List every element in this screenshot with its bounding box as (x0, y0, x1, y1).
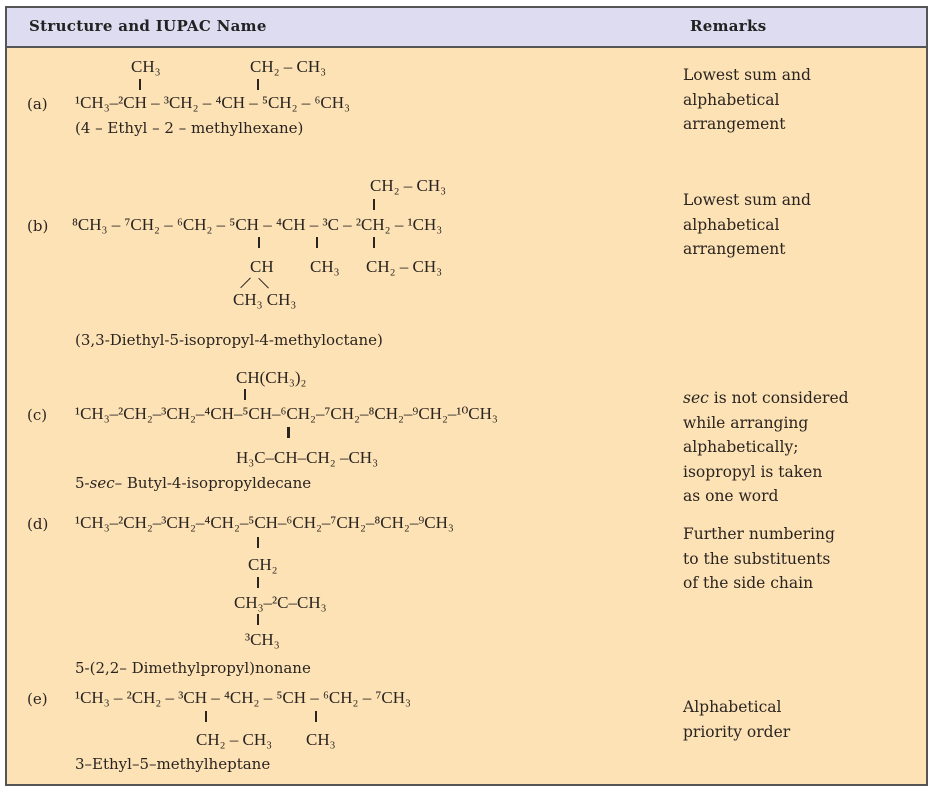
iupac-name (75, 473, 311, 493)
bond-line (205, 711, 207, 722)
remark-line: to the substituents (683, 549, 831, 568)
branch: H₃C–CH–CH₂ –CH₃ (236, 448, 378, 467)
remark-line: Lowest sum and (683, 191, 811, 209)
remarks (683, 522, 835, 596)
main-chain: ¹CH₃ – ²CH₂ – ³CH – ⁴CH₂ – ⁵CH – ⁶CH₂ – ⁷CH₃ (75, 688, 411, 707)
remark-line: Alphabetical (683, 698, 782, 716)
remark-line: Further numbering (683, 525, 835, 543)
row-label: (e) (27, 690, 48, 708)
bond-line (257, 79, 259, 90)
iupac-name: 5-(2,2– Dimethylpropyl)nonane (75, 659, 311, 677)
remarks (683, 386, 849, 509)
row-label: (c) (27, 406, 48, 424)
main-chain: ¹CH₃–²CH₂–³CH₂–⁴CH₂–⁵CH–⁶CH₂–⁷CH₂–⁸CH₂–⁹CH₃ (75, 513, 454, 532)
branch: CH₂ (248, 555, 278, 574)
remark-line: Lowest sum and (683, 66, 811, 84)
branch: CH₃–²C–CH₃ (234, 593, 327, 612)
bond-line (316, 237, 318, 248)
branch: CH₂ – CH₃ (366, 257, 443, 276)
remark-line: of the side chain (683, 574, 814, 592)
row-label: (b) (27, 217, 49, 235)
remarks (683, 695, 790, 744)
remarks (683, 188, 811, 262)
main-chain: ¹CH₃–²CH – ³CH₂ – ⁴CH – ⁵CH₂ – ⁶CH₃ (75, 93, 350, 112)
row-label: (d) (27, 515, 49, 533)
iupac-name: 3–Ethyl–5–methylheptane (75, 755, 271, 773)
iupac-name: (3,3-Diethyl-5-isopropyl-4-methyloctane) (75, 331, 383, 349)
bond-line (287, 427, 290, 438)
remark-line: isopropyl is taken (683, 462, 823, 481)
remarks (683, 63, 811, 137)
bond-line (258, 237, 260, 248)
branch: CH₂ – CH₃ (196, 730, 273, 749)
iupac-name: (4 – Ethyl – 2 – methylhexane) (75, 119, 304, 137)
bond-line (257, 614, 259, 625)
remark-line: alphabetical (683, 90, 780, 109)
name-part: 5- (75, 474, 90, 492)
branch: CH₂ – CH₃ (370, 176, 447, 195)
header-structure: Structure and IUPAC Name (29, 17, 267, 35)
branch: CH₃ (131, 57, 161, 76)
remark-part: is not considered (708, 389, 849, 407)
remark-line: alphabetically; (683, 438, 799, 456)
remark-line: as one word (683, 487, 779, 505)
remark-line: arrangement (683, 115, 786, 133)
bond-line (139, 79, 141, 90)
remark-line: while arranging (683, 413, 809, 432)
remark-line: arrangement (683, 240, 786, 258)
bond-line (257, 577, 259, 588)
branch: CH₃ (306, 730, 336, 749)
name-part: sec (89, 474, 115, 492)
branch: CH(CH₃)₂ (236, 368, 307, 387)
remark-part: sec (683, 389, 709, 407)
bond-line (373, 199, 375, 210)
branch: CH₃ CH₃ (233, 290, 297, 309)
header-remarks: Remarks (690, 17, 767, 35)
bond-line (244, 389, 246, 400)
bond-line (257, 537, 259, 548)
branch: CH₂ – CH₃ (250, 57, 327, 76)
branch: ³CH₃ (245, 630, 280, 649)
remark-line: alphabetical (683, 215, 780, 234)
row-label: (a) (27, 95, 48, 113)
bond-line (315, 711, 317, 722)
remark-line: priority order (683, 722, 791, 741)
remark-line (683, 386, 849, 411)
name-part: – Butyl-4-isopropyldecane (114, 474, 312, 492)
table-header (7, 8, 926, 48)
main-chain: ⁸CH₃ – ⁷CH₂ – ⁶CH₂ – ⁵CH – ⁴CH – ³C – ²CH₂ – ¹CH₃ (72, 215, 443, 234)
main-chain: ¹CH₃–²CH₂–³CH₂–⁴CH–⁵CH–⁶CH₂–⁷CH₂–⁸CH₂–⁹CH₂–¹⁰CH₃ (75, 404, 498, 423)
branch: CH (250, 257, 274, 276)
bond-line (373, 237, 375, 248)
branch: CH₃ (310, 257, 340, 276)
